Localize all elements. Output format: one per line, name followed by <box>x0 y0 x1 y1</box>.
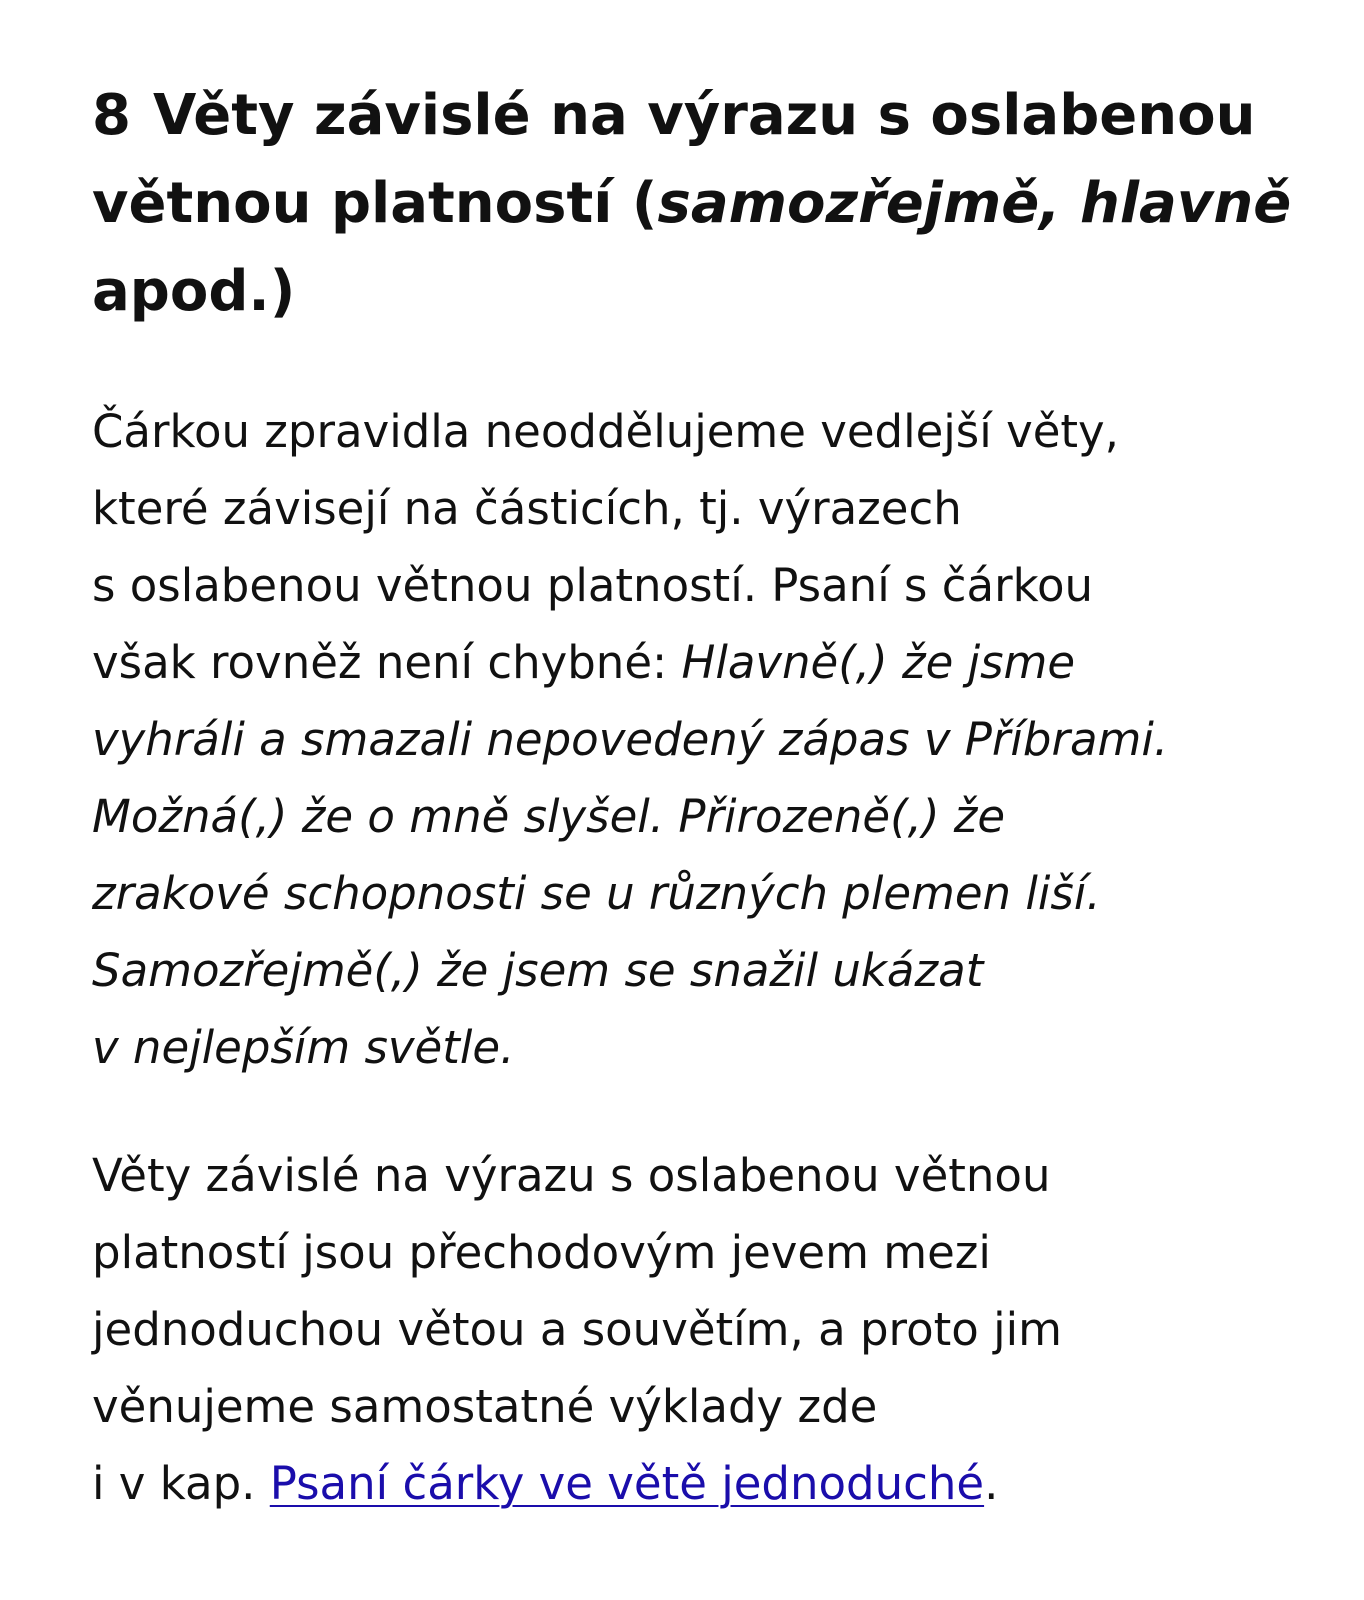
paragraph-1-line: které závisejí na částicích, tj. výrazech <box>92 482 962 535</box>
heading-line-2-prefix: větnou platností ( <box>92 171 658 236</box>
heading-line-1: Věty závislé na výrazu s oslabenou <box>152 83 1256 148</box>
example-sentence: Hlavně(,) že jsme <box>681 636 1076 689</box>
example-sentence: Samozřejmě(,) že jsem se snažil ukázat <box>92 944 984 997</box>
paragraph-1-line-plain: však rovněž není chybné: <box>92 636 682 689</box>
section-number: 8 <box>92 83 131 148</box>
paragraph-2-line: jednoduchou větou a souvětím, a proto jim <box>92 1303 1062 1356</box>
heading-line-3: apod.) <box>92 259 296 324</box>
paragraph-2-line: i v kap. <box>92 1457 270 1510</box>
paragraph-2-line: Věty závislé na výrazu s oslabenou větnou <box>92 1149 1051 1202</box>
example-sentence: v nejlepším světle. <box>92 1021 515 1074</box>
paragraph-1-line: s oslabenou větnou platností. Psaní s čárkou <box>92 559 1094 612</box>
example-sentence: zrakové schopnosti se u různých plemen liší. <box>92 867 1101 920</box>
chapter-link[interactable]: Psaní čárky ve větě jednoduché <box>269 1457 985 1510</box>
paragraph-2-line: platností jsou přechodovým jevem mezi <box>92 1226 991 1279</box>
paragraph-2-line: věnujeme samostatné výklady zde <box>92 1380 878 1433</box>
paragraph-1 <box>92 393 1292 1086</box>
paragraph-1-line: Čárkou zpravidla neoddělujeme vedlejší věty, <box>92 405 1119 458</box>
period: . <box>984 1457 999 1510</box>
section-heading <box>92 72 1292 336</box>
example-sentence: vyhráli a smazali nepovedený zápas v Příbrami. <box>92 713 1169 766</box>
paragraph-2 <box>92 1137 1292 1522</box>
heading-line-2-italic: samozřejmě, hlavně <box>657 171 1292 236</box>
example-sentence: Možná(,) že o mně slyšel. Přirozeně(,) že <box>92 790 1006 843</box>
